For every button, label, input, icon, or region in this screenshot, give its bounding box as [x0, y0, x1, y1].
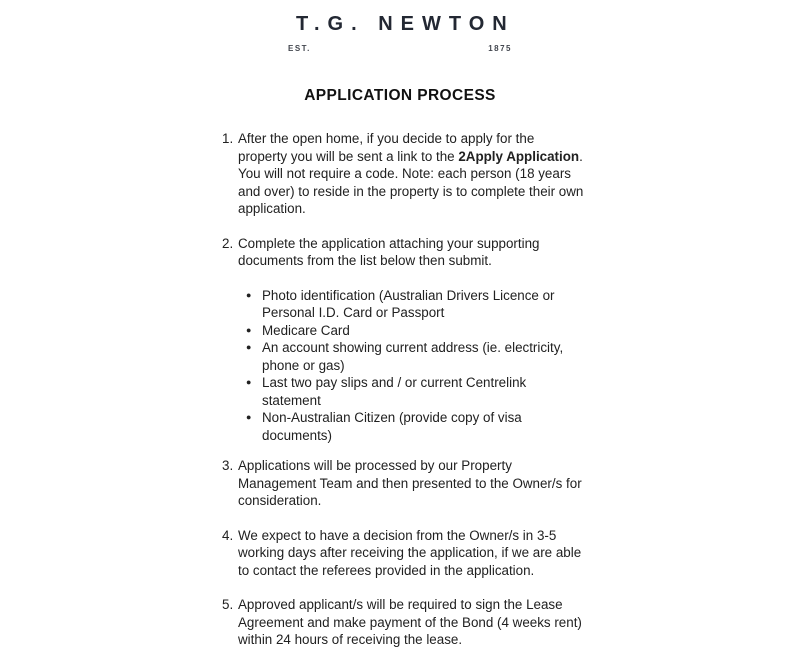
bullet-item	[246, 409, 586, 444]
bullet-list	[246, 287, 586, 445]
item-text	[238, 457, 586, 510]
item-text	[238, 235, 586, 270]
bullet-icon: ●	[246, 289, 252, 300]
bullet-text: An account showing current address (ie. electricity, phone or gas)	[262, 340, 564, 373]
numbered-item	[222, 235, 586, 270]
bullet-icon: ●	[246, 324, 252, 335]
bullet-text: Last two pay slips and / or current Centrelink statement	[262, 375, 527, 408]
bullet-text: Medicare Card	[262, 322, 350, 338]
bullet-icon: ●	[246, 412, 252, 422]
brand-subline	[288, 44, 512, 53]
item-text	[238, 130, 586, 218]
numbered-item	[222, 527, 586, 580]
text-segment: We expect to have a decision from the Owner/s in 3-5 working days after receiving the application, if we are able to contact the referees provided in the application.	[238, 527, 582, 578]
bullet-text: Non-Australian Citizen (provide copy of visa documents)	[262, 410, 522, 443]
established-label: EST.	[288, 44, 311, 53]
item-number: 5.	[222, 597, 234, 612]
bullet-icon: ●	[246, 377, 252, 387]
text-segment: Approved applicant/s will be required to sign the Lease Agreement and make payment of the Bond (4 weeks rent) within 24 hours of receiving the lease.	[238, 597, 582, 647]
bullet-item	[246, 374, 586, 409]
text-segment: After the open home, if you decide to apply for the property you will be sent a link to the	[238, 131, 535, 164]
item-text	[238, 527, 586, 580]
item-number: 1.	[222, 131, 234, 146]
bullet-item	[246, 339, 586, 374]
text-segment: Complete the application attaching your supporting documents from the list below then submit.	[238, 235, 540, 268]
bold-text-segment: 2Apply Application	[458, 148, 580, 164]
bullet-icon: ●	[246, 342, 252, 352]
item-number: 3.	[222, 458, 234, 473]
item-number: 2.	[222, 235, 234, 251]
numbered-item	[222, 457, 586, 510]
document-body	[222, 130, 586, 649]
item-text	[238, 596, 586, 649]
text-segment: . You will not require a code. Note: each person (18 years and over) to reside in the property is to complete their own application.	[238, 148, 584, 216]
text-segment: Applications will be processed by our Property Management Team and then presented to the Owner/s for consideration.	[238, 458, 582, 508]
numbered-item	[222, 596, 586, 649]
brand-header	[288, 13, 515, 53]
page-title: APPLICATION PROCESS	[304, 87, 496, 104]
bullet-text: Photo identification (Australian Drivers Licence or Personal I.D. Card or Passport	[262, 287, 555, 320]
brand-logo-text: T.G. NEWTON	[296, 13, 515, 35]
established-year: 1875	[488, 44, 512, 53]
bullet-item	[246, 287, 586, 322]
item-number: 4.	[222, 527, 234, 543]
bullet-item	[246, 322, 586, 340]
numbered-item	[222, 130, 586, 218]
